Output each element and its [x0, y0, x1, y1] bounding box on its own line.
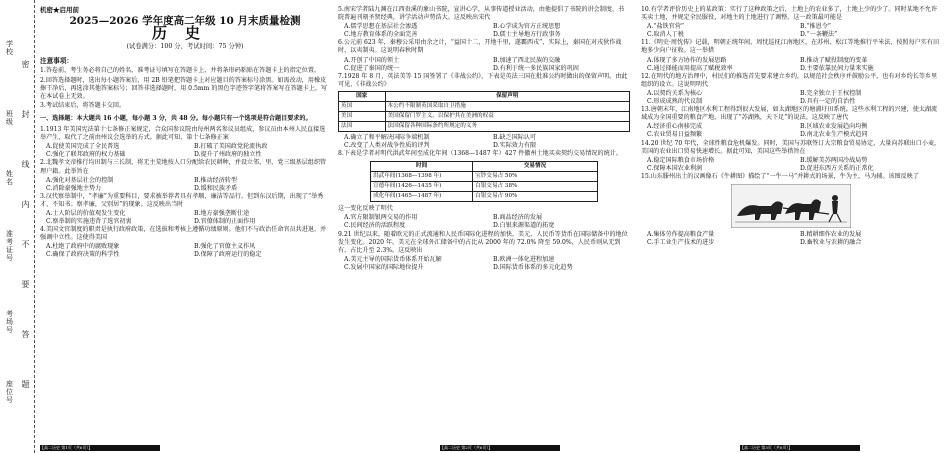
- binding-label: 准考证号: [6, 230, 13, 262]
- option-b: B.推动经济转型: [194, 176, 237, 184]
- option-c: C.保障本国农业利润: [647, 164, 703, 172]
- option-b: B.缓解美苏两国冷战局势: [800, 156, 868, 164]
- question-4: [40, 226, 330, 259]
- question-1: [40, 126, 330, 159]
- option-c: C.促进了秦国的统一: [344, 64, 400, 72]
- question-stem: 8.下表是学者对明代洪武年间至成化年间（1368—1487 年）427 件徽州土地买卖契约交易情况的统计。: [338, 150, 622, 158]
- seal-char: 内: [21, 200, 30, 208]
- ox-plowing-illustration: [731, 184, 851, 228]
- question-11: [641, 39, 941, 72]
- option-b: B.商品经济的发展: [493, 214, 543, 222]
- binding-label: 学校: [6, 40, 13, 56]
- seal-char: 封: [21, 110, 30, 118]
- option-d: D.提升了州政府的独立性: [194, 151, 262, 159]
- binding-margin: [0, 0, 35, 453]
- question-13: [641, 106, 941, 139]
- binding-label: 姓名: [6, 170, 13, 186]
- option-d: D.白银来源渠道的拓宽: [493, 222, 555, 230]
- table-cell: 美国保留门罗主义，以保护其在美洲的权益: [385, 111, 629, 121]
- seal-char: 要: [21, 280, 30, 288]
- option-b: B.地方豪强垄断仕途: [194, 209, 250, 217]
- option-c: C.手工业生产技术的进步: [647, 239, 715, 247]
- option-a: A.促使美国完成了全民普选: [46, 143, 120, 151]
- table-cell: 白银交易占 90%: [473, 192, 598, 202]
- option-d: D.缓和民族矛盾: [194, 184, 238, 192]
- option-c: C.取消人丁税: [647, 31, 684, 39]
- question-stem: 7.1928 年 8 月，英法美等 15 国签署了《非战公约》，下表是英法三国在批准公约时做出的保留声明。由此可见，《非战公约》: [338, 72, 628, 88]
- page-column-3: [641, 6, 941, 247]
- option-b: B.完全独立于王权控制: [800, 89, 862, 97]
- option-d: D.“一条鞭法”: [800, 31, 838, 39]
- option-b: B.精耕细作农业的发展: [800, 230, 862, 238]
- question-5: [338, 6, 630, 39]
- option-b: B.“推恩令”: [800, 23, 831, 31]
- option-b: B.心学成为官方正统思想: [493, 23, 561, 31]
- binding-label: 座位号: [6, 380, 13, 404]
- table-header: 交易情况: [473, 162, 598, 172]
- question-7: [338, 73, 630, 150]
- table-row: [339, 111, 630, 121]
- question-6: [338, 39, 630, 72]
- page-footer: 【高二历史 第2页（共6页）】: [440, 445, 560, 451]
- binding-label: 考场号: [6, 310, 13, 334]
- option-a: A.美元主导的国际货币体系开始瓦解: [344, 255, 442, 263]
- contract-table: [370, 161, 598, 202]
- page-footer: 【高二历史 第3页（共6页）】: [740, 445, 860, 451]
- option-a: A.杜绝了政府中的腐败现象: [46, 243, 120, 251]
- option-c: C.消除豪强地主势力: [46, 184, 102, 192]
- table-cell: 美国: [339, 111, 386, 121]
- question-stem: 5.南宋学者陆九渊在江西贵溪的象山书院，宣讲心学，从事传道授业活动，由他提倡了书院的讲会制度，书院普遍刊刻圣贤经典，讲学活动声势浩大。这反映出宋代: [338, 6, 625, 22]
- option-a: A.体现了多方协作的发展思路: [647, 56, 727, 64]
- notice-block: [40, 57, 330, 110]
- option-d: D.具有一定的自治性: [800, 98, 856, 106]
- option-c: C.强化了联邦政府的权力基础: [46, 151, 126, 159]
- page-column-2: [338, 6, 630, 272]
- option-a: A.稳定国际粮食市场价格: [647, 156, 715, 164]
- table-row: [339, 101, 630, 111]
- table-cell: 白银交易占 38%: [473, 182, 598, 192]
- option-d: D.实际效力有限: [493, 142, 537, 150]
- option-c: C.察举制的实施违背了选官初衷: [46, 218, 132, 226]
- question-9: [338, 231, 630, 272]
- option-c: C.农业贸易日益频繁: [647, 131, 703, 139]
- table-cell: 本公约不限制英国采取自卫措施: [385, 101, 629, 111]
- option-a: A.确立了和平解决国际争端机制: [344, 133, 430, 141]
- question-stem: 2.北魏孝文帝推行均田制与三长制，将无主荒地按人口分配给农民耕种，并设立邻、里、党三级基层组织管理户籍。此举旨在: [40, 159, 327, 175]
- option-d: D.官僚体制的正面作用: [194, 218, 256, 226]
- table-cell: 宝钞交易占 50%: [473, 172, 598, 182]
- notice-title: 注意事项：: [40, 57, 73, 66]
- question-stem: 10.有学者评价历史上的某政策：实行了这种政策之后，土地上的农业多了，土地上少的少了。同时某地不允许买卖土地，并规定全民服役，对地主的土地进行了调整。这一政策最可能是: [641, 6, 938, 22]
- notice-item: 2.回答选择题时，选出每小题答案后，用 2B 铅笔把答题卡上对应题目的答案标号涂黑。如需改动，用橡皮擦干净后，再选涂其他答案标号；回答非选择题时，用 0.5mm 的黑色字迹签字笔将答案写在答题卡上，写在本试卷上无效。: [40, 76, 328, 100]
- option-d: D.促进东西方关系的正常化: [800, 164, 874, 172]
- question-stem: 13.唐朝末年，江南地区水利工程得到很大发展，如太湖地区的塘浦圩田系统。这些水利工程的兴建，使太湖流域成为全国重要的粮食产地，出现了“苏湖熟，天下足”的说法。这反映了唐代: [641, 106, 938, 122]
- option-a: A.强化对基层社会的控制: [46, 176, 114, 184]
- question-stem: 14.20 世纪 70 年代，全球性粮食危机爆发。同时，美国与苏联签订大宗粮食贸易协定，大量向苏联出口小麦，美国的农业出口贸易快速增长。据此可知，美国这些举措旨在: [641, 139, 941, 155]
- page-footer: 【高二历史 第1页（共6页）】: [40, 445, 160, 451]
- table-cell: 洪武年间(1368—1398 年): [371, 172, 473, 182]
- question-stem: 9.21 世纪以来，随着欧元的正式流通和人民币国际化进程的加快，美元、人民币等货币在国际储备中的地位发生变化。2020 年，美元在全球外汇储备中的占比从 2000 年的 72.0% 降至 59.0%，人民币则从无到有，占比升至 2.3%。这反映出: [338, 230, 628, 254]
- table-row: [371, 182, 598, 192]
- option-d: D.有利于统一多民族国家的巩固: [493, 64, 579, 72]
- option-a: A.经济重心南移完成: [647, 123, 703, 131]
- secret-mark: 机密★启用前: [40, 6, 79, 14]
- table-row: [339, 121, 630, 131]
- question-stem: 15.山东滕州出土的汉画像石《牛耕图》描绘了“一牛一马”并耕式的场景，牛为主，马为辅。该图反映了: [641, 172, 919, 180]
- option-d: D.保障了政府运行的稳定: [194, 251, 262, 259]
- table-cell: 宣德年间(1426—1435 年): [371, 182, 473, 192]
- question-stem: 12.在明代的地方治理中，村民们的推选首先要求建立乡约，以规范社会秩序并鼓励公平，也有对乡约长等乡里组织的设立。这说明明代: [641, 72, 938, 88]
- question-stem: 4.美国文官制度的职责是执行政府政策，在选拔和考核上遵循功绩原则。他们不与政治任命官员共进退，并强调中立性。这使得美国: [40, 226, 327, 242]
- option-b: B.欧洲一体化进程加速: [493, 255, 555, 263]
- option-c: C.通过择能而用提高了赋税效率: [647, 64, 733, 72]
- subject-title: 历史: [151, 24, 218, 43]
- question-stem: 1.1913 年美国宪法第十七条修正案规定，合众国参议院由每州两名参议员组成，参议员由本州人民直接选举产生，取代了之前由州议会选举的方式。据此可知，第十七条修正案: [40, 126, 326, 142]
- table-header: 保留声明: [385, 91, 629, 101]
- exam-title: 2025—2026 学年度高二年级 10 月末质量检测: [69, 15, 301, 28]
- question-stem: 11.《明史·周忱传》记载，明朝正统年间，周忱巡抚江南地区，在苏州、松江等地推行平米法，按照每户实有田地多少向户征收。这一举措: [641, 39, 940, 55]
- table-cell: 成化年间(1465—1487 年): [371, 192, 473, 202]
- option-a: A.以契约关系为核心: [647, 89, 703, 97]
- question-12: [641, 73, 941, 106]
- option-a: A.开创了中国的领土: [344, 56, 400, 64]
- option-c: C.地方教育体系的全面完善: [344, 31, 418, 39]
- option-b: B.强化了官僚主义作风: [194, 243, 256, 251]
- question-8: [338, 150, 630, 230]
- seal-char: 密: [21, 60, 30, 68]
- option-b: B.缺乏国际认可: [493, 133, 536, 141]
- question-stem: 3.汉代察举制中，“孝廉”为重要科目，要求被举荐者具有孝顺、廉洁等品行。但到东汉后期，出现了“举秀才，不知书；察孝廉，父别居”的现象。这反映出当时: [40, 192, 324, 208]
- option-c: C.形成成熟的代议制: [647, 98, 703, 106]
- option-a: A.官方限制银两交易的作用: [344, 214, 418, 222]
- notice-item: 3.考试结束后，将答题卡交回。: [40, 101, 126, 109]
- page-column-1: [40, 6, 330, 260]
- option-b: B.推动了赋役制度的变革: [800, 56, 868, 64]
- table-cell: 法国保留各种国际条约所规定的义务: [385, 121, 629, 131]
- table-cell: 法国: [339, 121, 386, 131]
- option-d: D.儒士主导地方行政事务: [493, 31, 561, 39]
- option-d: D.畜牧业与农耕的融合: [800, 239, 862, 247]
- option-d: D.国际货币体系的多元化趋势: [493, 263, 573, 271]
- option-b: B.加速了西北民族的交融: [493, 56, 561, 64]
- option-a: A.士人阶层的价值观发生变化: [46, 209, 126, 217]
- option-a: A.儒学思想在基层社会渗透: [344, 23, 418, 31]
- question-3: [40, 193, 330, 226]
- seal-char: 题: [21, 380, 30, 388]
- seal-char: 不: [21, 240, 30, 248]
- question-14: [641, 140, 941, 173]
- table-row: [371, 192, 598, 202]
- table-cell: 英国: [339, 101, 386, 111]
- question-15: [641, 173, 941, 247]
- option-b: B.区域农业发展趋向均衡: [800, 123, 868, 131]
- table-row: [371, 172, 598, 182]
- option-c: C.民间经济的活跃程度: [344, 222, 406, 230]
- binding-label: 班级: [6, 110, 13, 126]
- option-a: A.集体劳作提高粮食产量: [647, 230, 715, 238]
- question-2: [40, 159, 330, 192]
- option-d: D.主要依靠民间力量来实施: [800, 64, 874, 72]
- table-header: 国家: [339, 91, 386, 101]
- table-header: 时间: [371, 162, 473, 172]
- option-a: A.“盐铁官营”: [647, 23, 684, 31]
- question-tail: 这一变化反映了明代: [338, 205, 393, 213]
- notice-item: 1.答卷前，考生务必将自己的姓名、准考证号填写在答题卡上，并将条形码粘贴在答题卡上的指定位置。: [40, 67, 321, 75]
- question-stem: 6.公元前 623 年，秦穆公采用由余之计，“益国十二，开地千里，遂霸西戎”，实际上，秦国在对戎狄作战时，以夷制夷。这说明春秋时期: [338, 39, 622, 55]
- declaration-table: [338, 91, 630, 132]
- option-d: D.南北农业生产模式趋同: [800, 131, 868, 139]
- exam-info: (试卷满分：100 分，考试时间：75 分钟): [126, 43, 244, 51]
- option-c: C.确保了政府决策的科学性: [46, 251, 120, 259]
- section-heading: 一、选择题：本大题共 16 小题，每小题 3 分，共 48 分。每小题只有一个选项是符合题目要求的。: [40, 114, 312, 122]
- option-b: B.打破了美国政党轮流执政: [194, 143, 268, 151]
- option-c: C.发展中国家的国际地位提升: [344, 263, 424, 271]
- seal-char: 线: [21, 160, 30, 168]
- question-10: [641, 6, 941, 39]
- seal-char: 答: [21, 330, 30, 338]
- option-c: C.改变了人类对战争性质的评判: [344, 142, 430, 150]
